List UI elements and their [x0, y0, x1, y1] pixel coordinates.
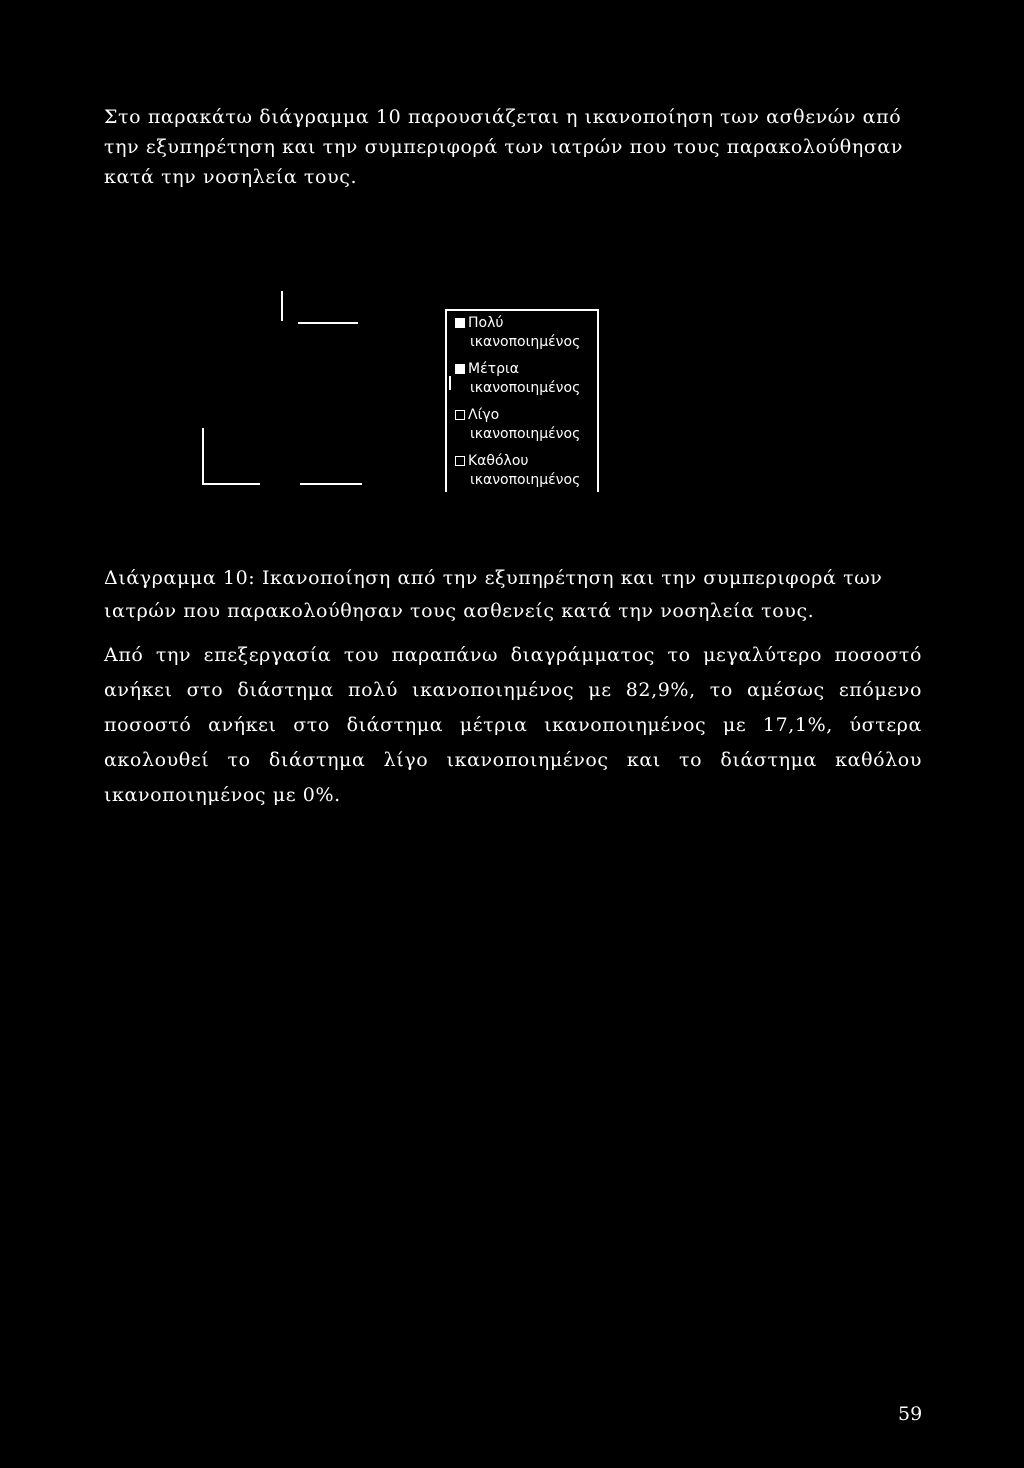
chart-axis-line [202, 428, 204, 484]
legend-swatch-not-satisfied [455, 456, 465, 466]
legend-label: ικανοποιημένος [470, 380, 581, 396]
figure-caption: Διάγραμμα 10: Ικανοποίηση από την εξυπηρέτηση και την συμπεριφορά των ιατρών που παρακολούθησαν τους ασθενείς κατά την νοσηλεία τους. [104, 567, 883, 622]
legend-label: ικανοποιημένος [470, 334, 581, 350]
analysis-paragraph: Από την επεξεργασία του παραπάνω διαγράμματος το μεγαλύτερο ποσοστό ανήκει στο διάστημα πολύ ικανοποιημένος με 82,9%, το αμέσως επόμενο ποσοστό ανήκει στο διάστημα μέτρια ικανοποιημένος με 17,1%, ύστερα ακολουθεί το διάστημα λίγο ικανοποιημένος και το διάστημα καθόλου ικανοποιημένος με 0%. [104, 644, 922, 806]
legend-swatch-slightly-satisfied [455, 410, 465, 420]
chart-axis-line [300, 483, 362, 485]
chart-axis-line [202, 483, 260, 485]
legend-label: Πολύ [468, 315, 504, 331]
chart-axis-line [298, 322, 358, 324]
page-number: 59 [898, 1403, 923, 1425]
legend-item [455, 314, 580, 352]
legend-item [455, 360, 580, 398]
legend-label: Μέτρια [468, 361, 519, 377]
legend-item [455, 406, 580, 444]
legend-swatch-moderately-satisfied [455, 364, 465, 374]
chart-legend [445, 309, 599, 492]
legend-label: Λίγο [468, 407, 500, 423]
legend-item [455, 452, 580, 490]
intro-paragraph: Στο παρακάτω διάγραμμα 10 παρουσιάζεται η ικανοποίηση των ασθενών από την εξυπηρέτηση και την συμπεριφορά των ιατρών που τους παρακολούθησαν κατά την νοσηλεία τους. [104, 106, 903, 188]
legend-label: Καθόλου [468, 453, 529, 469]
legend-swatch-very-satisfied [455, 318, 465, 328]
legend-label: ικανοποιημένος [470, 472, 581, 488]
chart-axis-line [281, 291, 283, 321]
legend-label: ικανοποιημένος [470, 426, 581, 442]
